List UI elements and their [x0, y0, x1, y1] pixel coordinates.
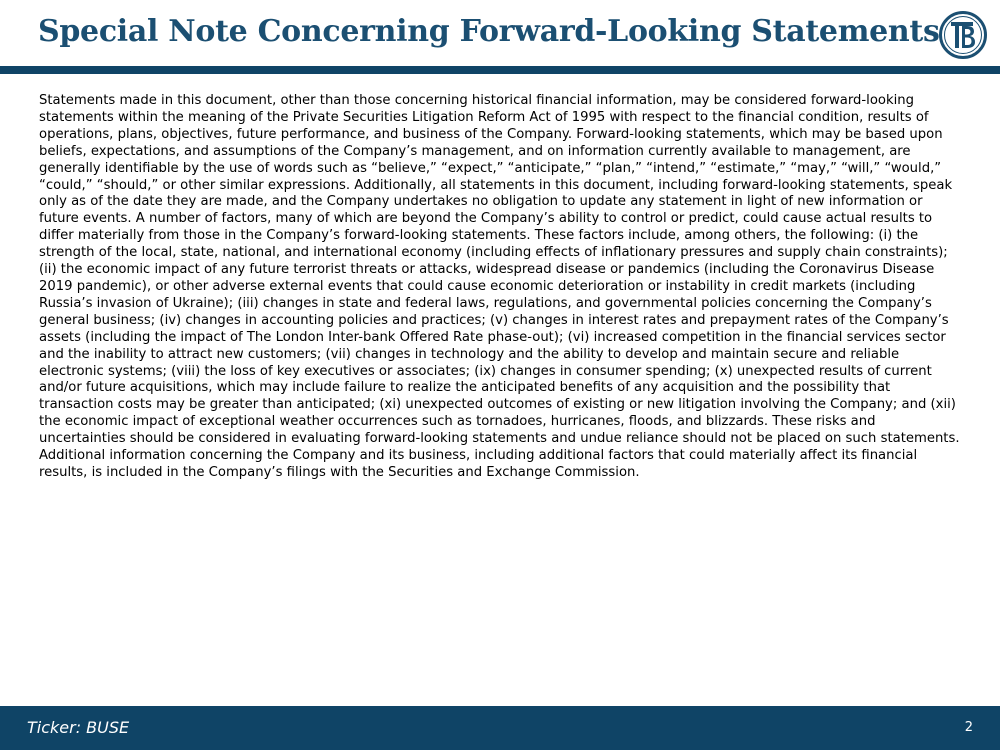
forward-looking-statement-text: Statements made in this document, other than those concerning historical financial information, may be considered forward-looking statements within the meaning of the Private Securities Litigation Reform Act of 1995 with respect to the financial condition, results of operations, plans, objectives, future performance, and business of the Company. Forward-looking statements, which may be based upon beliefs, expectations, and assumptions of the Company’s management, and on information currently available to management, are generally identifiable by the use of words such as “believe,” “expect,” “anticipate,” “plan,” “intend,” “estimate,” “may,” “will,” “would,” “could,” “should,” or other similar expressions. Additionally, all statements in this document, including forward-looking statements, speak only as of the date they are made, and the Company undertakes no obligation to update any statement in light of new information or future events. A number of factors, many of which are beyond the Company’s ability to control or predict, could cause actual results to differ materially from those in the Company’s forward-looking statements. These factors include, among others, the following: (i) the strength of the local, state, national, and international economy (including effects of inflationary pressures and supply chain constraints); (ii) the economic impact of any future terrorist threats or attacks, widespread disease or pandemics (including the Coronavirus Disease 2019 pandemic), or other adverse external events that could cause economic deterioration or instability in credit markets (including Russia’s invasion of Ukraine); (iii) changes in state and federal laws, regulations, and governmental policies concerning the Company’s general business; (iv) changes in accounting policies and practices; (v) changes in interest rates and prepayment rates of the Company’s assets (including the impact of The London Inter-bank Offered Rate phase-out); (vi) increased competition in the financial services sector and the inability to attract new customers; (vii) changes in technology and the ability to develop and maintain secure and reliable electronic systems; (viii) the loss of key executives or associates; (ix) changes in consumer spending; (x) unexpected results of current and/or future acquisitions, which may include failure to realize the anticipated benefits of any acquisition and the possibility that transaction costs may be greater than anticipated; (xi) unexpected outcomes of existing or new litigation involving the Company; and (xii) the economic impact of exceptional weather occurrences such as tornadoes, hurricanes, floods, and blizzards. These risks and uncertainties should be considered in evaluating forward-looking statements and undue reliance should not be placed on such statements. Additional information concerning the Company and its business, including additional factors that could materially affect its financial results, is included in the Company’s filings with the Securities and Exchange Commission. [39, 93, 960, 480]
page-title: Special Note Concerning Forward-Looking Statements [38, 14, 940, 49]
ticker-label: Ticker: BUSE [27, 718, 130, 737]
page-number: 2 [964, 720, 973, 735]
bank-logo-icon [938, 10, 988, 60]
header-divider [0, 66, 1000, 74]
footer-bar [0, 706, 1000, 750]
